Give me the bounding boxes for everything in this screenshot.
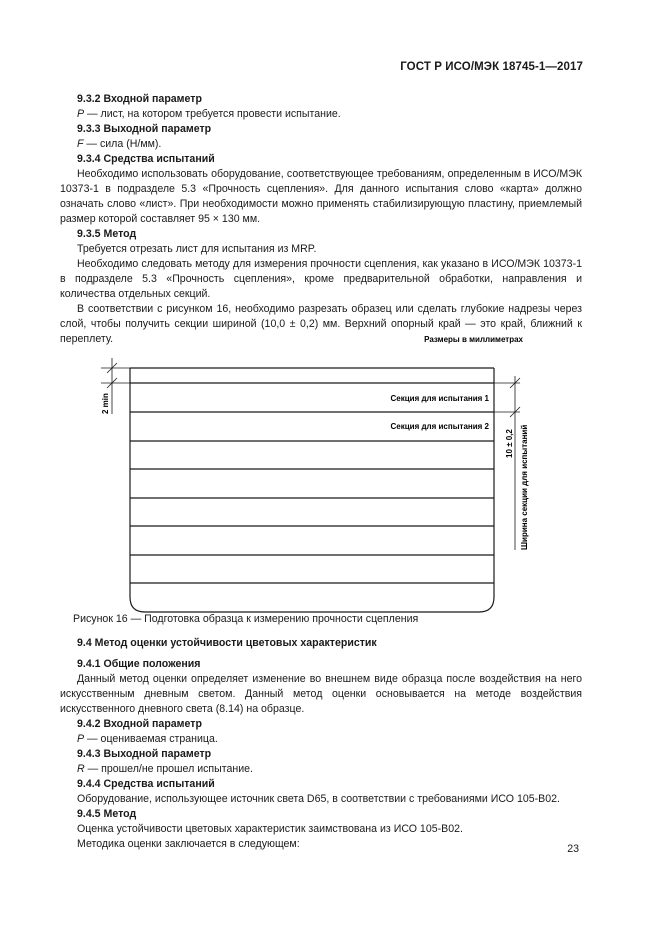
symbol-f: F	[77, 138, 84, 150]
symbol-p: P	[77, 108, 85, 120]
section-2-label: Секция для испытания 2	[390, 422, 489, 431]
document-header: ГОСТ Р ИСО/МЭК 18745-1—2017	[400, 61, 583, 73]
section-9-3-3-text	[60, 137, 582, 152]
param-desc: — прошел/не прошел испытание.	[84, 763, 253, 775]
section-9-4-4-paragraph: Оборудование, использующее источник света D65, в соответствии с требованиями ИСО 105-B02.	[77, 793, 560, 805]
section-9-4-1-title: 9.4.1 Общие положения	[77, 658, 201, 670]
section-9-4-4-title: 9.4.4 Средства испытаний	[77, 778, 215, 790]
figure-16-diagram	[0, 330, 661, 630]
section-9-4-5-title: 9.4.5 Метод	[77, 808, 137, 820]
section-9-3-2-title: 9.3.2 Входной параметр	[77, 93, 202, 105]
section-9-4-3-text	[60, 762, 582, 777]
section-9-3-5-paragraph-2: Необходимо следовать методу для измерения прочности сцепления, как указано в ИСО/МЭК 10373-1 в подразделе 5.3 «Прочность сцепления», кроме предварительной обработки, направления и количества отдельных секций.	[60, 258, 582, 300]
symbol-p: P	[77, 733, 85, 745]
section-9-3-2-text	[60, 107, 582, 122]
section-9-4-5-paragraph-1: Оценка устойчивости цветовых характеристик заимствована из ИСО 105-B02.	[77, 823, 463, 835]
right-dimension-value: 10 ± 0,2	[505, 429, 514, 458]
section-9-3-3-title: 9.3.3 Выходной параметр	[77, 123, 212, 135]
section-9-3-4-paragraph: Необходимо использовать оборудование, соответствующее требованиям, определенным в ИСО/МЭК 10373-1 в подразделе 5.3 «Прочность сцепления». Для данного испытания слово «карта» должно означать слово «лист». При необходимости можно применять стабилизирующую пластину, приемлемый размер которой составляет 95 × 130 мм.	[60, 168, 582, 225]
section-9-4-3-title: 9.4.3 Выходной параметр	[77, 748, 212, 760]
param-desc: — сила (Н/мм).	[83, 138, 162, 150]
section-9-3-4-title: 9.3.4 Средства испытаний	[77, 153, 215, 165]
section-9-3-5-paragraph-1: Требуется отрезать лист для испытания из MRP.	[77, 243, 317, 255]
figure-caption: Рисунок 16 — Подготовка образца к измерению прочности сцепления	[73, 613, 419, 625]
units-note: Размеры в миллиметрах	[424, 335, 523, 344]
right-dimension	[494, 376, 520, 550]
section-1-label: Секция для испытания 1	[390, 394, 489, 403]
symbol-r: R	[77, 763, 85, 775]
section-9-4-2-text	[60, 732, 582, 747]
param-desc: — оцениваемая страница.	[84, 733, 218, 745]
left-dimension-value: 2 min	[101, 393, 110, 414]
bottom-text-block	[60, 636, 582, 852]
param-desc: — лист, на котором требуется провести испытание.	[84, 108, 341, 120]
right-dimension-label: Ширина секции для испытаний	[520, 424, 529, 550]
section-9-3-5-title: 9.3.5 Метод	[77, 228, 137, 240]
section-9-4-1-paragraph: Данный метод оценки определяет изменение во внешнем виде образца после воздействия на него искусственным дневным светом. Данный метод оценки основывается на методе воздействия искусственного дневного света (8.14) на образце.	[60, 673, 582, 715]
page-number: 23	[567, 843, 579, 855]
top-text-block	[60, 92, 582, 347]
section-9-4-title: 9.4 Метод оценки устойчивости цветовых характеристик	[77, 637, 377, 649]
section-9-3-5-paragraph-3: В соответствии с рисунком 16, необходимо разрезать образец или сделать глубокие надрезы через слой, чтобы получить секции шириной (10,0 ± 0,2) мм. Верхний опорный край — это край, ближний к переплету.	[60, 303, 582, 345]
cut-lines	[130, 383, 494, 583]
specimen-outline	[130, 368, 494, 612]
section-9-4-5-paragraph-2: Методика оценки заключается в следующем:	[77, 838, 300, 850]
section-9-4-2-title: 9.4.2 Входной параметр	[77, 718, 202, 730]
